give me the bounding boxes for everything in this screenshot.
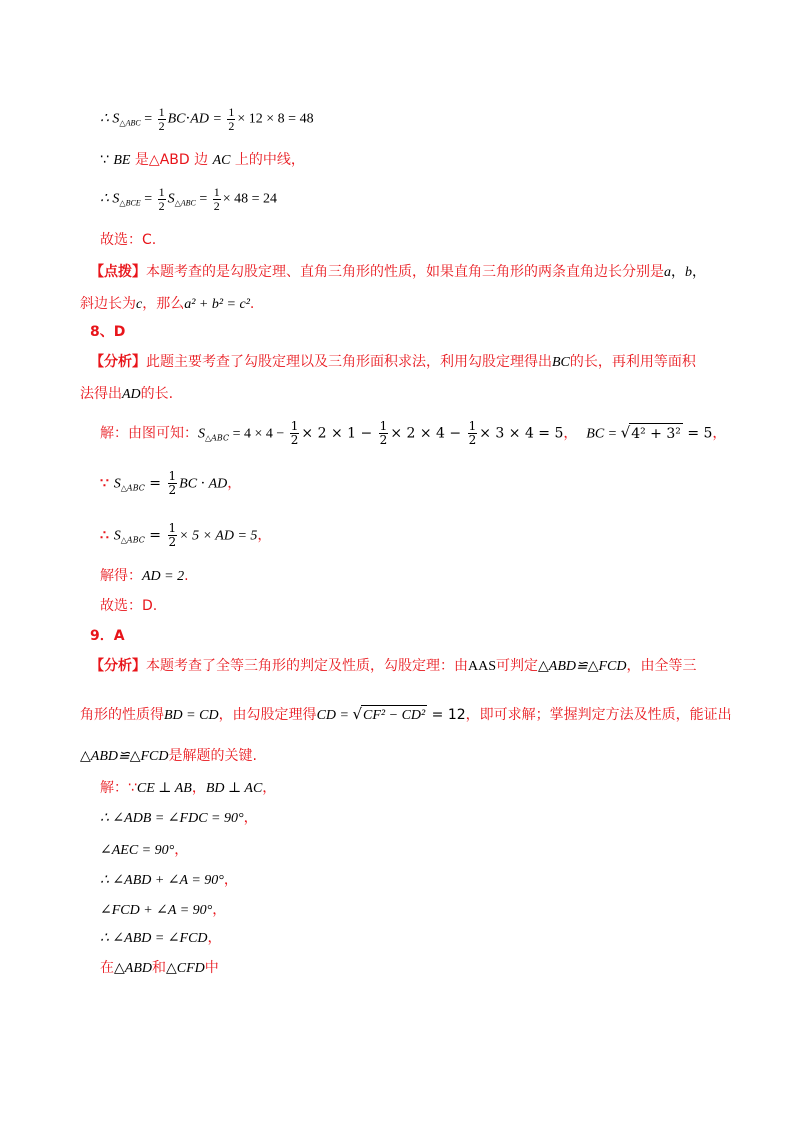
solution-9-step1: ∴ ∠ADB = ∠FDC = 90°， xyxy=(100,810,258,826)
analysis-9-line1: 【分析】本题考查了全等三角形的判定及性质，勾股定理：由AAS可判定△ABD≌△FCD，由全等三 xyxy=(90,658,697,674)
analysis-9-line3: △ABD≌△FCD是解题的关键. xyxy=(80,748,257,764)
question-8-answer: 8、D xyxy=(90,324,126,340)
solution-9-step3: ∴ ∠ABD + ∠A = 90°， xyxy=(100,872,238,888)
solution-8-substitute: ∴ $S_{\triangle ABC}$ = $\frac{1}{2}$ × 5 × AD = 5， xyxy=(100,521,272,549)
answer-c: 故选：C. xyxy=(100,232,157,248)
tip-paragraph-line1: 【点拨】本题考查的是勾股定理、直角三角形的性质，如果直角三角形的两条直角边长分别是a，b， xyxy=(90,264,706,280)
solution-8-result: 解得：AD = 2. xyxy=(100,568,189,584)
analysis-8-line1: 【分析】此题主要考查了勾股定理以及三角形面积求法，利用勾股定理得出BC的长，再利用等面积 xyxy=(90,354,696,370)
analysis-8-line2: 法得出AD的长. xyxy=(80,386,174,402)
tip-paragraph-line2: 斜边长为c，那么a² + b² = c². xyxy=(80,296,255,312)
solution-9-given: 解：∵CE ⊥ AB，BD ⊥ AC， xyxy=(100,780,277,796)
median-statement: ∵ BE 是△ABD 边 AC 上的中线， xyxy=(100,152,305,168)
solution-9-step4: ∠FCD + ∠A = 90°， xyxy=(100,902,227,918)
solution-9-step5: ∴ ∠ABD = ∠FCD， xyxy=(100,930,222,946)
solution-8-formula: ∵ $S_{\triangle ABC}$ = $\frac{1}{2}$ BC ⋅ AD， xyxy=(100,469,242,497)
analysis-9-line2: 角形的性质得BD = CD，由勾股定理得CD = √CF² − CD² = 12，即可求解；掌握判定方法及性质，能证出 xyxy=(80,704,732,726)
question-9-answer: 9．A xyxy=(90,628,125,644)
solution-8-area: 解：由图可知：$S_{\triangle ABC} = 4 \times 4$ − $\frac{1}{2}$ × 2 × 1 − $\frac{1}{2}$ × 2 × 4 − $\frac{1}{2}$ × 3 × 4 = 5， BC = √4² + 3² = 5， xyxy=(100,419,727,447)
solution-9-step6: 在△ABD和△CFD中 xyxy=(100,960,219,976)
answer-d: 故选：D. xyxy=(100,598,158,614)
solution-9-step2: ∠AEC = 90°， xyxy=(100,842,189,858)
equation-area-abc: ∴ $S_{\triangle ABC}$ = $\frac{1}{2}$ BC⋅AD = $\frac{1}{2}$ × 12 × 8 = 48 xyxy=(100,105,314,133)
equation-area-bce: ∴ $S_{\triangle BCE}$ = $\frac{1}{2}$ $S_{\triangle ABC}$ = $\frac{1}{2}$ × 48 = 24 xyxy=(100,185,278,213)
